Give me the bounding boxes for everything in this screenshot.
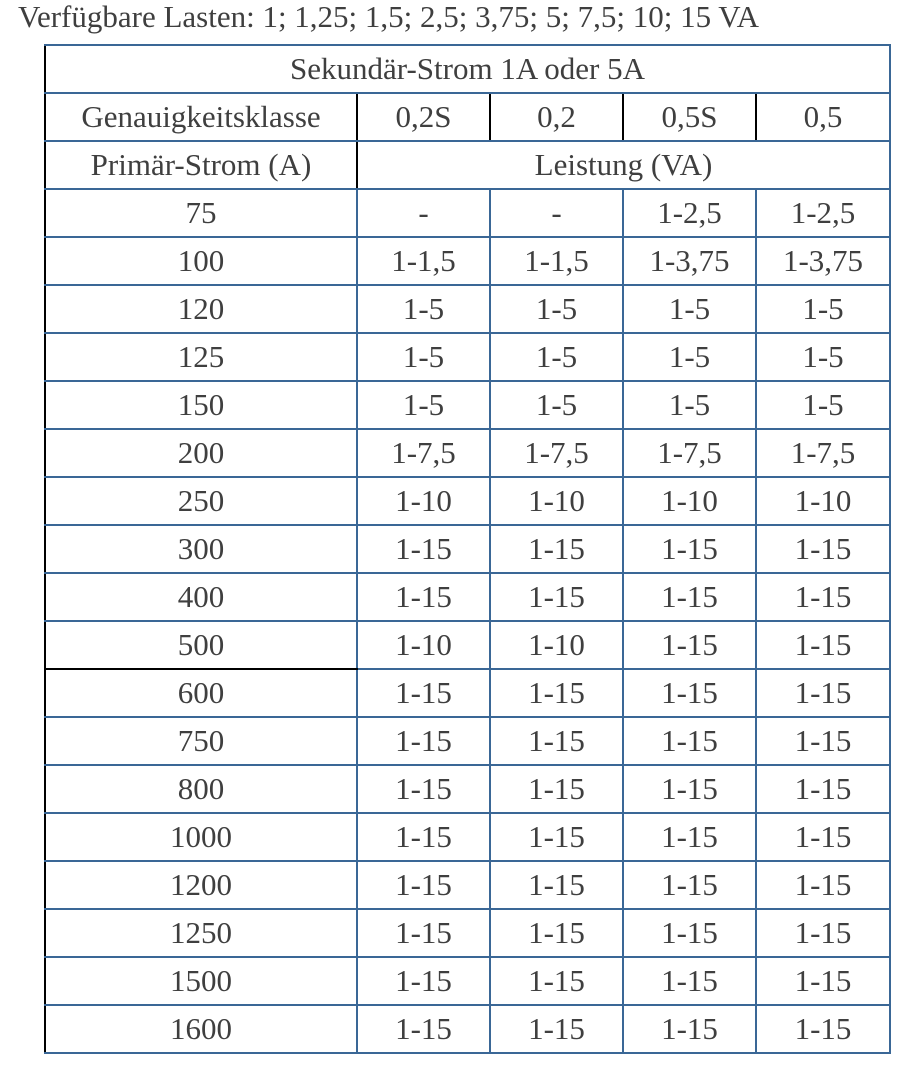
power-cell: 1-5 [490,381,623,429]
table-row [45,429,890,477]
primary-current-label: Primär-Strom (A) [45,141,357,189]
column-label-row [45,141,890,189]
table-row [45,909,890,957]
power-cell: 1-15 [756,1005,890,1053]
power-cell: 1-5 [623,333,756,381]
power-cell: 1-7,5 [623,429,756,477]
power-cell: 1-10 [357,621,490,669]
power-cell: 1-15 [357,1005,490,1053]
table-row [45,765,890,813]
power-cell: 1-15 [756,621,890,669]
power-cell: 1-15 [623,669,756,717]
table-row [45,1005,890,1053]
primary-current-cell: 1600 [45,1005,357,1053]
available-loads-title: Verfügbare Lasten: 1; 1,25; 1,5; 2,5; 3,75; 5; 7,5; 10; 15 VA [18,0,760,34]
table-row [45,957,890,1005]
power-cell: 1-1,5 [357,237,490,285]
power-cell: 1-10 [490,621,623,669]
power-cell: 1-5 [357,285,490,333]
power-cell: 1-15 [623,861,756,909]
power-cell: 1-15 [357,573,490,621]
power-cell: 1-15 [623,765,756,813]
power-cell: 1-10 [623,477,756,525]
power-cell: 1-15 [623,1005,756,1053]
power-cell: 1-15 [490,861,623,909]
table-row [45,333,890,381]
accuracy-class-0-5s: 0,5S [623,93,756,141]
power-cell: 1-15 [357,717,490,765]
secondary-current-header-row [45,45,890,93]
accuracy-class-0-2: 0,2 [490,93,623,141]
power-cell: 1-10 [490,477,623,525]
primary-current-cell: 300 [45,525,357,573]
power-cell: 1-15 [623,525,756,573]
power-cell: 1-7,5 [490,429,623,477]
table-row [45,189,890,237]
primary-current-cell: 600 [45,669,357,717]
table-row [45,717,890,765]
power-cell: 1-15 [490,717,623,765]
primary-current-cell: 1200 [45,861,357,909]
table-row [45,525,890,573]
power-cell: 1-5 [490,285,623,333]
power-cell: 1-15 [357,957,490,1005]
table-row [45,237,890,285]
power-cell: 1-15 [490,525,623,573]
table-row [45,477,890,525]
primary-current-cell: 250 [45,477,357,525]
power-cell: 1-15 [490,1005,623,1053]
current-transformer-spec-table [44,44,891,1054]
power-cell: 1-15 [490,909,623,957]
primary-current-cell: 150 [45,381,357,429]
power-cell: 1-15 [357,861,490,909]
power-cell: - [357,189,490,237]
primary-current-cell: 1250 [45,909,357,957]
power-cell: 1-5 [623,381,756,429]
power-cell: 1-3,75 [623,237,756,285]
primary-current-cell: 750 [45,717,357,765]
power-cell: 1-15 [490,573,623,621]
power-cell: 1-5 [756,381,890,429]
power-cell: 1-10 [756,477,890,525]
power-cell: 1-15 [490,813,623,861]
accuracy-class-0-5: 0,5 [756,93,890,141]
power-cell: 1-15 [357,909,490,957]
accuracy-class-label: Genauigkeitsklasse [45,93,357,141]
power-cell: 1-15 [756,525,890,573]
accuracy-class-0-2s: 0,2S [357,93,490,141]
power-cell: 1-15 [756,861,890,909]
power-cell: 1-15 [623,621,756,669]
table-row [45,621,890,669]
table-row [45,573,890,621]
primary-current-cell: 1000 [45,813,357,861]
table-row [45,381,890,429]
table-row [45,813,890,861]
power-cell: 1-15 [756,717,890,765]
power-cell: 1-15 [756,813,890,861]
power-cell: 1-10 [357,477,490,525]
power-cell: 1-7,5 [756,429,890,477]
primary-current-cell: 75 [45,189,357,237]
primary-current-cell: 800 [45,765,357,813]
primary-current-cell: 500 [45,621,357,669]
power-cell: 1-15 [623,717,756,765]
power-cell: 1-15 [756,669,890,717]
primary-current-cell: 100 [45,237,357,285]
primary-current-cell: 125 [45,333,357,381]
power-cell: 1-3,75 [756,237,890,285]
primary-current-cell: 400 [45,573,357,621]
power-cell: 1-2,5 [623,189,756,237]
primary-current-cell: 200 [45,429,357,477]
power-cell: 1-5 [756,333,890,381]
power-cell: 1-5 [756,285,890,333]
power-cell: 1-15 [357,765,490,813]
power-cell: 1-1,5 [490,237,623,285]
accuracy-class-row [45,93,890,141]
power-cell: 1-15 [756,765,890,813]
power-label: Leistung (VA) [357,141,890,189]
power-cell: 1-15 [756,909,890,957]
power-cell: 1-5 [490,333,623,381]
power-cell: 1-5 [357,333,490,381]
power-cell: 1-5 [623,285,756,333]
table-row [45,861,890,909]
primary-current-cell: 1500 [45,957,357,1005]
power-cell: 1-15 [623,573,756,621]
power-cell: 1-15 [623,813,756,861]
power-cell: 1-15 [756,957,890,1005]
power-cell: 1-15 [357,525,490,573]
power-cell: 1-15 [623,957,756,1005]
primary-current-cell: 120 [45,285,357,333]
power-cell: 1-15 [756,573,890,621]
table-row [45,669,890,717]
power-cell: 1-15 [490,957,623,1005]
power-cell: 1-2,5 [756,189,890,237]
power-cell: - [490,189,623,237]
power-cell: 1-15 [490,765,623,813]
power-cell: 1-15 [623,909,756,957]
power-cell: 1-15 [357,669,490,717]
table-row [45,285,890,333]
power-cell: 1-15 [490,669,623,717]
secondary-current-header: Sekundär-Strom 1A oder 5A [45,45,890,93]
power-cell: 1-5 [357,381,490,429]
power-cell: 1-15 [357,813,490,861]
power-cell: 1-7,5 [357,429,490,477]
